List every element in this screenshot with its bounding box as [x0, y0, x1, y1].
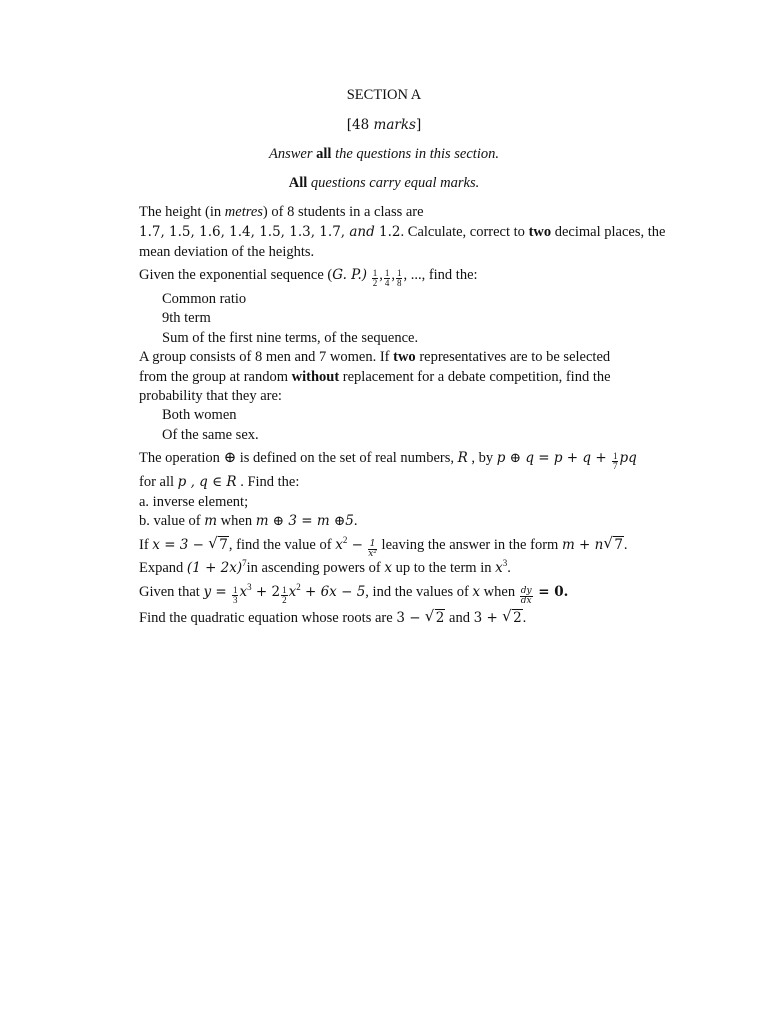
q4-equation-pq: pq	[619, 450, 637, 466]
q6-power3: 3	[502, 558, 508, 568]
q2-gp: G. P.)	[332, 267, 368, 283]
q2-part-c	[162, 329, 418, 348]
q6-x3-base: x	[495, 560, 503, 576]
q7-y-eq: y =	[203, 584, 231, 600]
q2-fraction-1	[372, 269, 379, 288]
instruction-answer-all	[0, 146, 768, 163]
q3-line2-post: replacement for a debate competition, find the	[339, 369, 611, 385]
q7-derivative	[520, 587, 533, 606]
q4-f-num: 1	[612, 451, 618, 461]
q1-line2-bold: two	[528, 224, 552, 240]
q8-sqrt-2-a: √ 2	[424, 607, 445, 626]
q5-fraction	[368, 540, 377, 559]
q6-line	[139, 559, 511, 578]
q7-d-num: dy	[520, 586, 532, 596]
q8-and: and	[445, 610, 474, 626]
q2-a-text: Common ratio	[162, 291, 247, 307]
q1-line1-italic: metres	[224, 204, 263, 220]
section-title-text: SECTION A	[346, 87, 422, 103]
q4-line1-mid: is defined on the set of real numbers,	[236, 450, 458, 466]
marks-open: [48	[346, 117, 374, 133]
q4-b-pre: b. value of	[139, 513, 205, 529]
q7-f1-num: 1	[232, 585, 238, 595]
q7-t1-power: 3	[247, 582, 252, 592]
q2-b-text: 9th term	[162, 310, 211, 326]
q2-f3-den: 8	[396, 278, 402, 288]
q7-x: x	[472, 584, 481, 600]
q4-b-post: .	[353, 513, 358, 529]
q3-line1-post: representatives are to be selected	[415, 349, 611, 365]
q2-fraction-2	[384, 269, 391, 288]
q4-b-when: when	[217, 513, 256, 529]
q8-sqrt-2-b: √ 2	[502, 607, 522, 626]
q7-f1-den: 3	[232, 595, 238, 605]
q4-fraction	[612, 452, 619, 471]
q5-pre: If	[139, 537, 153, 553]
q3-line1	[139, 348, 610, 367]
q2-f1-num: 1	[372, 268, 378, 278]
instruction2-post: questions carry equal marks.	[307, 175, 480, 191]
q2-part-b	[162, 309, 211, 328]
q5-sqrt-7: √ 7	[208, 534, 228, 553]
q5-form-root-arg: 7	[614, 537, 623, 553]
q7-t2: x	[288, 584, 297, 600]
q5-form: m + n	[561, 537, 604, 553]
q3-line2-bold: without	[291, 369, 340, 385]
q4-part-b	[139, 512, 358, 531]
q3-a-text: Both women	[162, 407, 237, 423]
q8-pre: Find the quadratic equation whose roots are	[139, 610, 397, 626]
q1-line2-post: . Calculate, correct to	[400, 224, 529, 240]
q2-f3-num: 1	[396, 268, 402, 278]
q4-line2	[139, 473, 299, 492]
q6-end: .	[507, 560, 511, 576]
q1-line1-pre: The height (in	[139, 204, 225, 220]
instruction-equal-marks	[0, 175, 768, 192]
q5-line: If x = 3 − √ 7, find the value of $x^2$ − $\frac{1}{\text{x²}}$ leaving the answer in the form m + n √ 7.	[139, 534, 628, 559]
q7-f2-num: 1	[282, 585, 287, 595]
marks-word: marks	[373, 117, 416, 133]
q4-equation-lhs: p ⊕ q = p + q +	[496, 450, 611, 466]
marks-close: ]	[415, 117, 422, 133]
q7-fraction-1	[232, 586, 239, 605]
q7-rest: + 6x − 5	[300, 584, 366, 600]
oplus-symbol: ⊕	[223, 450, 237, 466]
q1-line2-tail: decimal places, the	[551, 224, 666, 240]
q4-line2-post: . Find the:	[236, 474, 300, 490]
q1-line1-post: ) of 8 students in a class are	[262, 204, 424, 220]
q8-line	[139, 609, 526, 628]
q2-f1-den: 2	[372, 278, 378, 288]
instruction1-post: the questions in this section.	[331, 146, 499, 162]
q1-line1	[139, 203, 424, 222]
q7-t2-power: 2	[296, 582, 301, 592]
q3-part-a	[162, 406, 237, 425]
q6-expr: (1 + 2x)	[186, 560, 243, 576]
q7-when: when	[480, 584, 519, 600]
q6-power: 7	[242, 558, 247, 568]
q3-line2-pre: from the group at random	[139, 369, 292, 385]
q7-eq0: = 0.	[533, 584, 569, 600]
q5-x-squared-base: x	[335, 537, 343, 553]
q4-b-m: m	[204, 513, 218, 529]
q4-line2-math: p , q ∈ R	[177, 474, 237, 490]
q6-pre: Expand	[139, 560, 187, 576]
q3-line3	[139, 387, 282, 406]
q5-root-arg: 7	[219, 537, 228, 553]
q3-line1-pre: A group consists of 8 men and 7 women. If	[139, 349, 394, 365]
q4-a-text: a. inverse element;	[139, 494, 249, 510]
q5-minus: −	[347, 537, 368, 553]
q7-d-den: dx	[520, 596, 532, 606]
q5-form-sqrt-7: √ 7	[603, 534, 623, 553]
q7-plus2: + 2	[251, 584, 281, 600]
q4-line2-pre: for all	[139, 474, 178, 490]
q8-r2-root: 2	[513, 610, 522, 626]
q2-f2-num: 1	[384, 268, 390, 278]
q6-x: x	[384, 560, 392, 576]
q5-end: .	[623, 537, 628, 553]
q2-f2-den: 4	[384, 278, 390, 288]
q7-f2-den: 2	[282, 595, 287, 605]
q8-r2: 3 +	[473, 610, 503, 626]
q6-mid2: up to the term in	[392, 560, 496, 576]
q4-b-equation: m ⊕ 3 = m ⊕5	[255, 513, 354, 529]
q8-r1: 3 −	[396, 610, 425, 626]
q1-line2	[139, 223, 665, 242]
section-title	[0, 87, 768, 104]
q1-last-value: 1.2	[374, 224, 401, 240]
q8-end: .	[522, 610, 527, 626]
q2-intro-pre: Given the exponential sequence (	[139, 267, 333, 283]
q4-line1	[139, 449, 637, 471]
q2-part-a	[162, 290, 246, 309]
q7-fraction-2	[281, 586, 288, 605]
q5-f-num: 1	[369, 539, 376, 549]
q7-pre: Given that	[139, 584, 204, 600]
q2-c-text: Sum of the first nine terms, of the sequence.	[162, 330, 419, 346]
q2-fraction-3	[396, 269, 403, 288]
q5-mid: , find the value of	[228, 537, 336, 553]
q3-line2	[139, 368, 611, 387]
q4-set-r: R	[457, 450, 468, 466]
q5-f-den: x²	[368, 549, 377, 559]
q1-values: 1.7, 1.5, 1.6, 1.4, 1.5, 1.3, 1.7,	[139, 224, 350, 240]
q1-and: and	[349, 224, 375, 240]
q3-line1-bold: two	[393, 349, 416, 365]
q4-line1-by: , by	[467, 450, 497, 466]
q3-line3-text: probability that they are:	[139, 388, 282, 404]
q1-line3	[139, 243, 314, 262]
q4-part-a	[139, 493, 248, 512]
q8-r1-root: 2	[435, 610, 445, 626]
q3-b-text: Of the same sex.	[162, 427, 259, 443]
q3-part-b	[162, 426, 259, 445]
q6-mid: in ascending powers of	[246, 560, 385, 576]
q4-line1-pre: The operation	[139, 450, 224, 466]
q2-intro-post: , ..., find the:	[403, 267, 478, 283]
q5-post: leaving the answer in the form	[377, 537, 562, 553]
q5-x-eq: x = 3 −	[152, 537, 209, 553]
instruction2-bold: All	[288, 175, 308, 191]
q4-f-den: 7	[612, 461, 618, 471]
q2-intro: Given the exponential sequence (G. P.) $\frac{1}{2}$ , $\frac{1}{4}$ , $\frac{1}{8}$ , ..., find the:	[139, 267, 478, 288]
q7-line	[139, 583, 568, 606]
instruction1-bold: all	[316, 146, 332, 162]
q1-line3-text: mean deviation of the heights.	[139, 244, 315, 260]
instruction1-pre: Answer	[269, 146, 317, 162]
q7-mid: , ind the values of	[365, 584, 473, 600]
marks-line	[0, 117, 768, 134]
q7-t1: x	[239, 584, 248, 600]
